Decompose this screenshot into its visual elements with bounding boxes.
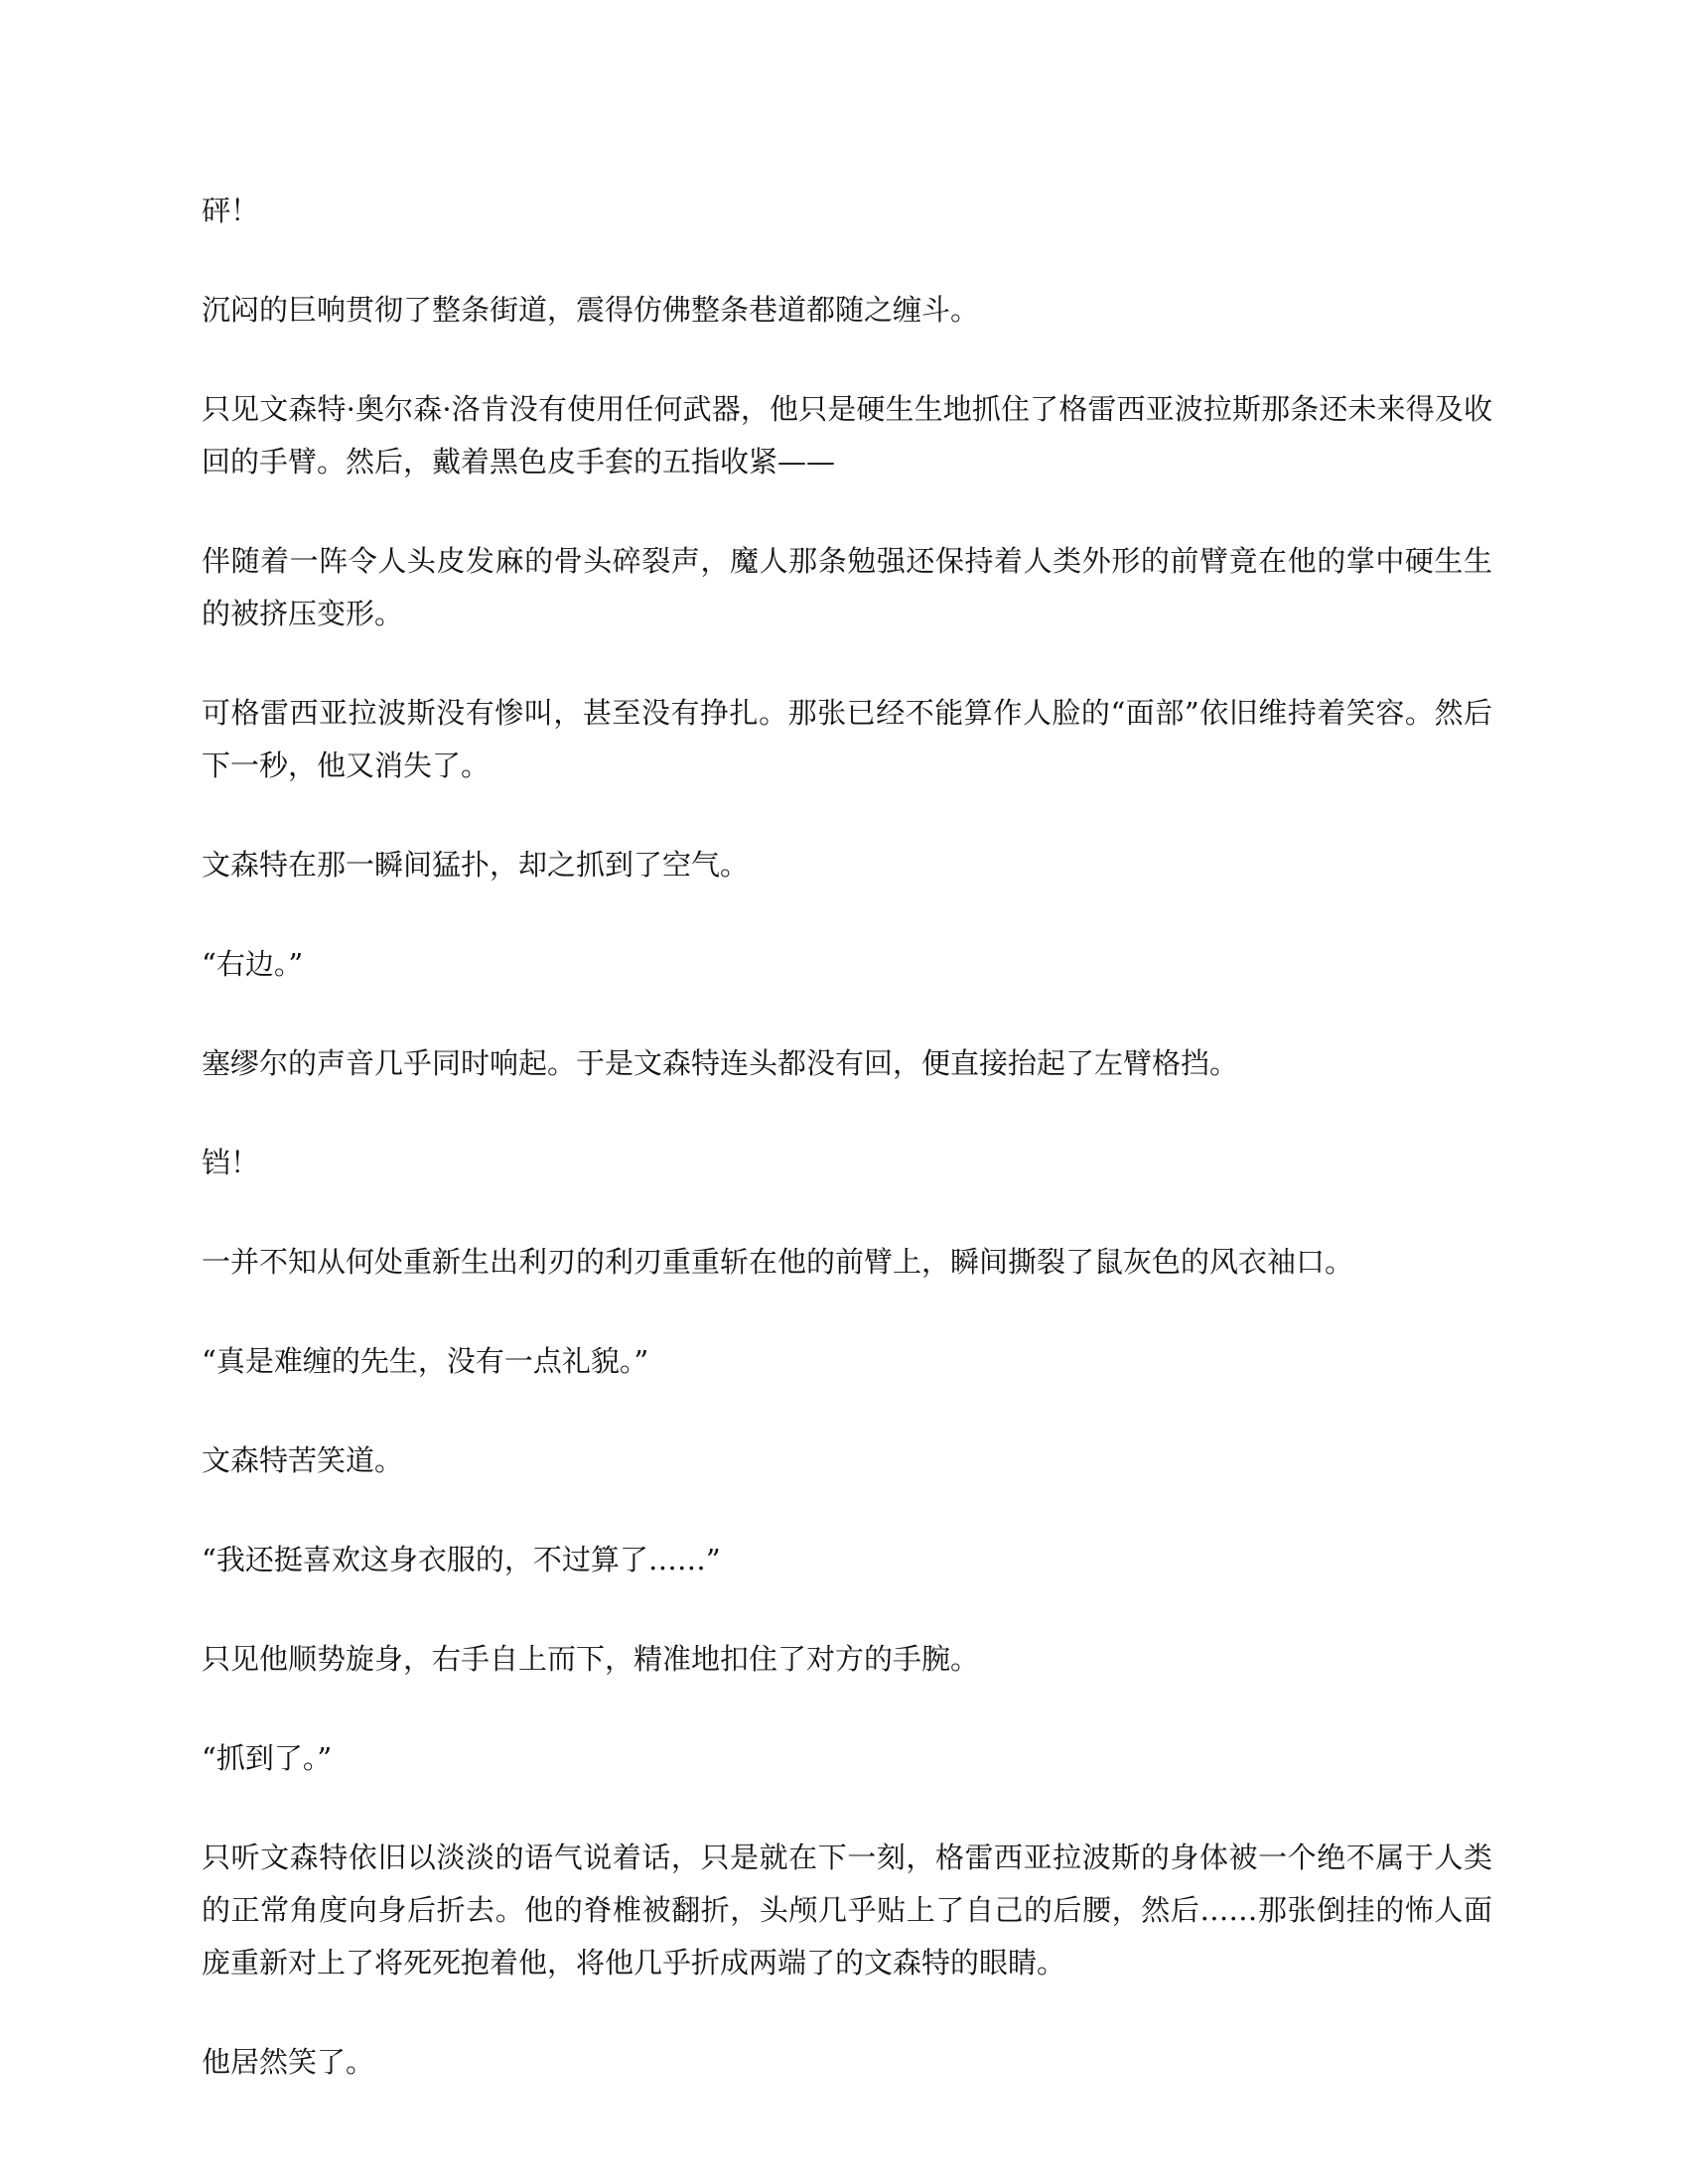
paragraph: 只见他顺势旋身，右手自上而下，精准地扣住了对方的手腕。 — [202, 1642, 980, 1676]
paragraph: 可格雷西亚拉波斯没有惨叫，甚至没有挣扎。那张已经不能算作人脸的“面部”依旧维持着笑容。然后下一秒，他又消失了。 — [202, 696, 1492, 782]
paragraph: 文森特在那一瞬间猛扑，却之抓到了空气。 — [202, 848, 750, 882]
document-body — [202, 185, 1492, 2135]
paragraph: 只见文森特·奥尔森·洛肯没有使用任何武器，他只是硬生生地抓住了格雷西亚波拉斯那条还未来得及收回的手臂。然后，戴着黑色皮手套的五指收紧—— — [202, 392, 1492, 478]
paragraph: “我还挺喜欢这身衣服的，不过算了……” — [202, 1543, 721, 1576]
paragraph: 一并不知从何处重新生出利刃的利刃重重斩在他的前臂上，瞬间撕裂了鼠灰色的风衣袖口。 — [202, 1245, 1354, 1279]
paragraph: 塞缪尔的声音几乎同时响起。于是文森特连头都没有回，便直接抬起了左臂格挡。 — [202, 1046, 1239, 1080]
paragraph: 砰！ — [202, 194, 260, 227]
paragraph: 他居然笑了。 — [202, 2045, 375, 2079]
paragraph: 伴随着一阵令人头皮发麻的骨头碎裂声，魔人那条勉强还保持着人类外形的前臂竟在他的掌中硬生生的被挤压变形。 — [202, 544, 1492, 630]
paragraph: “抓到了。” — [202, 1741, 333, 1775]
paragraph: “右边。” — [202, 947, 304, 981]
paragraph: “真是难缠的先生，没有一点礼貌。” — [202, 1344, 649, 1378]
paragraph: 沉闷的巨响贯彻了整条街道，震得仿佛整条巷道都随之缠斗。 — [202, 293, 980, 327]
paragraph: 只听文森特依旧以淡淡的语气说着话，只是就在下一刻，格雷西亚拉波斯的身体被一个绝不属于人类的正常角度向身后折去。他的脊椎被翻折，头颅几乎贴上了自己的后腰，然后……那张倒挂的怖人面庞重新对上了将死死抱着他，将他几乎折成两端了的文森特的眼睛。 — [202, 1841, 1492, 1979]
paragraph: 文森特苦笑道。 — [202, 1443, 404, 1477]
paragraph: 铛！ — [202, 1146, 260, 1179]
